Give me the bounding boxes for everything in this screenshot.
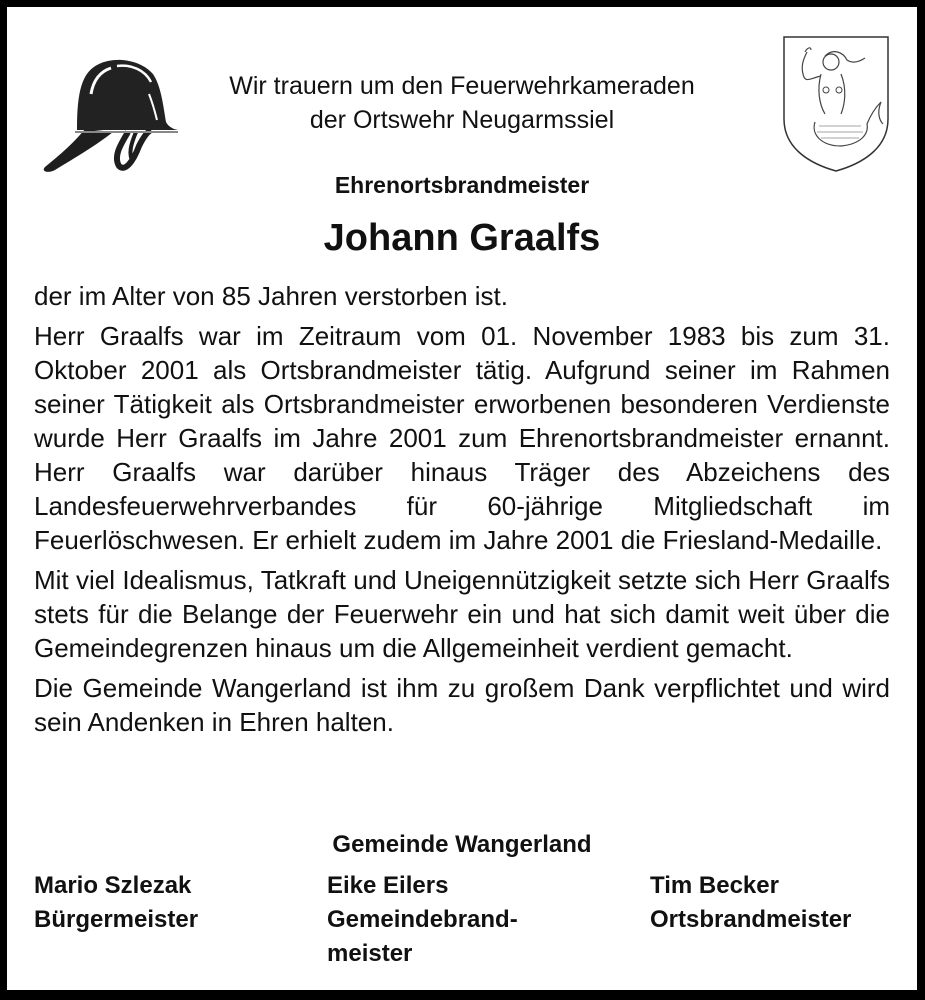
- signer-role-cont: meister: [327, 940, 413, 967]
- obituary-body: [34, 279, 890, 745]
- signer-name: Eike Eilers: [327, 872, 449, 899]
- deceased-name: Johann Graalfs: [323, 217, 601, 259]
- mermaid-coat-of-arms-icon: [781, 34, 891, 174]
- paragraph-service: Herr Graalfs war im Zeitraum vom 01. November 1983 bis zum 31. Oktober 2001 als Ortsbrandmeister tätig. Aufgrund seiner im Rahmen seiner Tätigkeit als Ortsbrandmeister erworbenen besonderen Verdienste wurde Herr Graalfs im Jahre 2001 zum Ehrenortsbrandmeister ernannt. Herr Graalfs war darüber hinaus Träger des Abzeichens des Landesfeuerwehrverbandes für 60-jährige Mitgliedschaft im Feuerlöschwesen. Er erhielt zudem im Jahre 2001 die Friesland-Medaille.: [34, 321, 890, 555]
- signer-role: Bürgermeister: [34, 906, 199, 933]
- signer-mayor: [34, 869, 198, 937]
- signer-role: Gemeindebrand-: [327, 906, 518, 933]
- deceased-title: Ehrenortsbrandmeister: [334, 172, 590, 198]
- organization-name: Gemeinde Wangerland: [332, 831, 592, 858]
- paragraph-age: der im Alter von 85 Jahren verstorben ist.: [34, 281, 509, 311]
- signer-name: Mario Szlezak: [34, 872, 192, 899]
- intro-line-1: Wir trauern um den Feuerwehrkameraden: [229, 72, 695, 100]
- signer-role: Ortsbrandmeister: [650, 906, 852, 933]
- paragraph-thanks: Die Gemeinde Wangerland ist ihm zu großem Dank verpflichtet und wird sein Andenken in Ehren halten.: [34, 673, 890, 737]
- intro-line-2: der Ortswehr Neugarmssiel: [309, 106, 615, 134]
- intro-text: [157, 69, 767, 137]
- signer-local-chief: [650, 869, 851, 937]
- signer-name: Tim Becker: [650, 872, 779, 899]
- signer-fire-chief: [327, 869, 518, 971]
- obituary-notice: [7, 7, 917, 990]
- paragraph-merits: Mit viel Idealismus, Tatkraft und Uneigennützigkeit setzte sich Herr Graalfs stets für die Belange der Feuerwehr ein und hat sich damit weit über die Gemeindegrenzen hinaus um die Allgemeinheit verdient gemacht.: [34, 565, 890, 663]
